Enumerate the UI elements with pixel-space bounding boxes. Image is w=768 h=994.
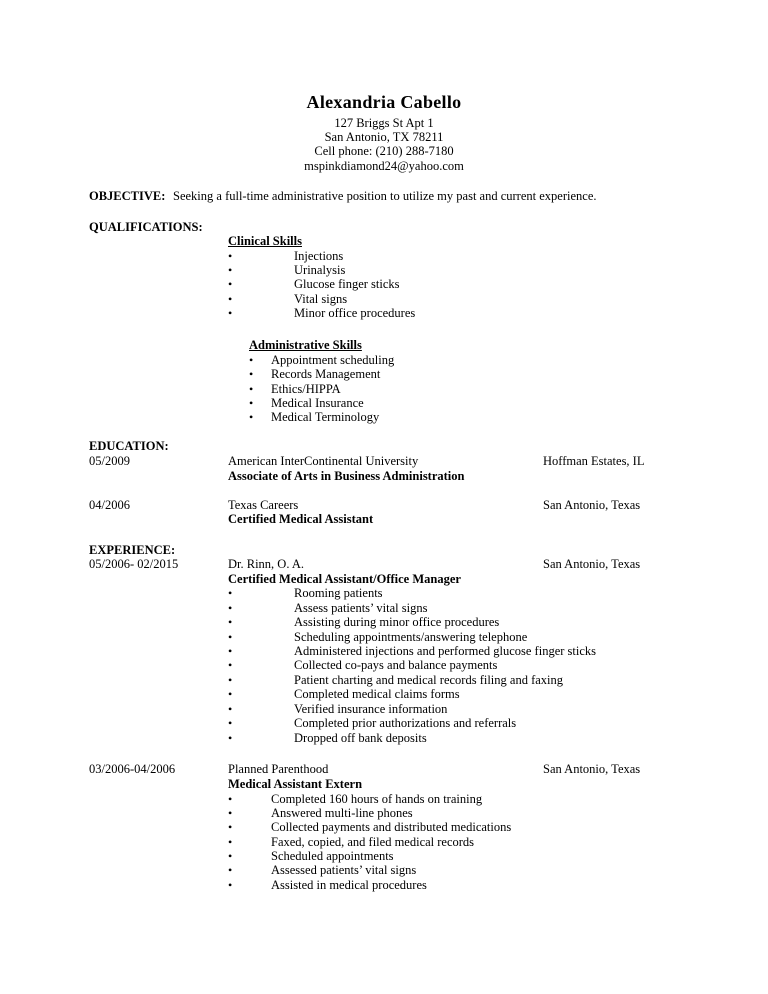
duty-item: Patient charting and medical records filing and faxing (294, 673, 564, 687)
bullet-icon: • (228, 702, 233, 716)
bullet-icon: • (228, 716, 233, 730)
experience-title: Certified Medical Assistant/Office Manager (228, 572, 461, 586)
experience-title: Medical Assistant Extern (228, 777, 363, 791)
bullet-icon: • (228, 249, 233, 263)
clinical-skill-item: Minor office procedures (294, 306, 416, 320)
experience-employer: Planned Parenthood (228, 762, 329, 776)
bullet-icon: • (249, 396, 254, 410)
experience-date: 03/2006-04/2006 (89, 762, 176, 776)
experience-location: San Antonio, Texas (543, 762, 641, 776)
admin-skill-item: Ethics/HIPPA (271, 382, 341, 396)
admin-skill-item: Medical Terminology (271, 410, 380, 424)
bullet-icon: • (228, 792, 233, 806)
experience-date: 05/2006- 02/2015 (89, 557, 179, 571)
bullet-icon: • (228, 731, 233, 745)
duty-item: Assisting during minor office procedures (294, 615, 500, 629)
education-label: EDUCATION: (89, 439, 169, 453)
admin-skill-item: Appointment scheduling (271, 353, 395, 367)
clinical-skill-item: Injections (294, 249, 344, 263)
bullet-icon: • (249, 367, 254, 381)
duty-item: Assess patients’ vital signs (294, 601, 428, 615)
duty-item: Assisted in medical procedures (271, 878, 427, 892)
bullet-icon: • (228, 673, 233, 687)
bullet-icon: • (228, 292, 233, 306)
bullet-icon: • (228, 878, 233, 892)
education-school: American InterContinental University (228, 454, 419, 468)
bullet-icon: • (228, 586, 233, 600)
bullet-icon: • (228, 306, 233, 320)
duty-item: Scheduled appointments (271, 849, 394, 863)
experience-employer: Dr. Rinn, O. A. (228, 557, 305, 571)
bullet-icon: • (249, 382, 254, 396)
bullet-icon: • (228, 615, 233, 629)
duty-item: Collected co-pays and balance payments (294, 658, 498, 672)
education-location: San Antonio, Texas (543, 498, 641, 512)
admin-skills-title: Administrative Skills (249, 338, 362, 352)
duty-item: Completed 160 hours of hands on training (271, 792, 483, 806)
bullet-icon: • (228, 277, 233, 291)
objective-label: OBJECTIVE: (89, 189, 166, 203)
clinical-skills-title: Clinical Skills (228, 234, 302, 248)
duty-item: Completed prior authorizations and referrals (294, 716, 517, 730)
duty-item: Completed medical claims forms (294, 687, 460, 701)
bullet-icon: • (228, 601, 233, 615)
duty-item: Collected payments and distributed medications (271, 820, 512, 834)
clinical-skill-item: Glucose finger sticks (294, 277, 400, 291)
duty-item: Assessed patients’ vital signs (271, 863, 417, 877)
duty-item: Rooming patients (294, 586, 383, 600)
education-date: 05/2009 (89, 454, 130, 468)
bullet-icon: • (228, 263, 233, 277)
bullet-icon: • (228, 820, 233, 834)
education-degree: Certified Medical Assistant (228, 512, 374, 526)
duty-item: Verified insurance information (294, 702, 448, 716)
bullet-icon: • (228, 806, 233, 820)
bullet-icon: • (249, 410, 254, 424)
bullet-icon: • (228, 630, 233, 644)
address-line-1: 127 Briggs St Apt 1 (334, 116, 434, 130)
bullet-icon: • (228, 835, 233, 849)
duty-item: Dropped off bank deposits (294, 731, 427, 745)
duty-item: Scheduling appointments/answering telephone (294, 630, 528, 644)
duty-item: Administered injections and performed glucose finger sticks (294, 644, 597, 658)
experience-label: EXPERIENCE: (89, 543, 176, 557)
bullet-icon: • (228, 644, 233, 658)
admin-skill-item: Records Management (271, 367, 381, 381)
bullet-icon: • (249, 353, 254, 367)
address-line-2: San Antonio, TX 78211 (324, 130, 444, 144)
email-line: mspinkdiamond24@yahoo.com (304, 159, 464, 173)
phone-line: Cell phone: (210) 288-7180 (314, 144, 454, 158)
education-date: 04/2006 (89, 498, 130, 512)
education-location: Hoffman Estates, IL (543, 454, 645, 468)
clinical-skill-item: Urinalysis (294, 263, 346, 277)
admin-skill-item: Medical Insurance (271, 396, 364, 410)
objective-text: Seeking a full-time administrative position to utilize my past and current experience. (173, 189, 597, 203)
bullet-icon: • (228, 863, 233, 877)
bullet-icon: • (228, 849, 233, 863)
bullet-icon: • (228, 658, 233, 672)
bullet-icon: • (228, 687, 233, 701)
duty-item: Faxed, copied, and filed medical records (271, 835, 475, 849)
experience-location: San Antonio, Texas (543, 557, 641, 571)
education-degree: Associate of Arts in Business Administration (228, 469, 465, 483)
education-school: Texas Careers (228, 498, 299, 512)
applicant-name: Alexandria Cabello (306, 92, 462, 112)
clinical-skill-item: Vital signs (294, 292, 348, 306)
duty-item: Answered multi-line phones (271, 806, 413, 820)
qualifications-label: QUALIFICATIONS: (89, 220, 203, 234)
